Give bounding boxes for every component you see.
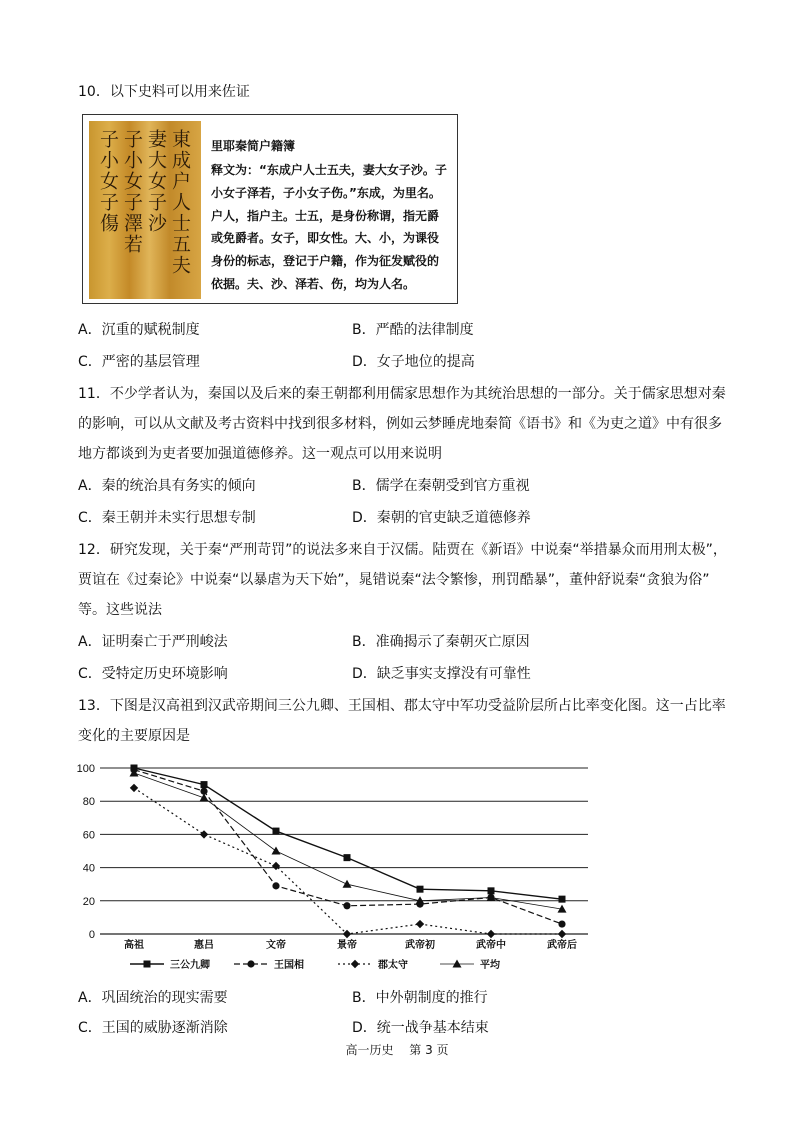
q13-option-d[interactable]: D．统一战争基本结束 xyxy=(352,1020,489,1036)
legend-label: 王国相 xyxy=(274,960,304,971)
slip-column: 子小女子澤若 xyxy=(121,129,143,255)
q12-stem-line: 12．研究发现，关于秦“严刑苛罚”的说法多来自于汉儒。陆贾在《新语》中说秦“举措暴众而用刑太极”， xyxy=(78,542,727,558)
y-tick-label: 20 xyxy=(82,895,95,908)
q12-option-d[interactable]: D．缺乏事实支撑没有可靠性 xyxy=(352,666,531,682)
legend-label: 三公九卿 xyxy=(170,960,210,971)
source-transcription: 释文为：“东成户人士五夫，妻大女子沙。子小女子泽若，子小女子伤。”东成，为里名。户人，指户主。士五，是身份称谓，指无爵或免爵者。女子，即女性。大、小，为课役身份的标志，登记于户籍，作为征发赋役的依据。夫、沙、泽若、伤，均为人名。 xyxy=(211,163,447,291)
data-point xyxy=(558,920,565,927)
data-point xyxy=(130,784,138,792)
x-tick-label: 武帝后 xyxy=(547,940,577,951)
legend-marker xyxy=(144,961,151,968)
x-tick-label: 文帝 xyxy=(266,940,286,951)
q12-option-b[interactable]: B．准确揭示了秦朝灭亡原因 xyxy=(352,634,530,650)
q12-option-a[interactable]: A．证明秦亡于严刑峻法 xyxy=(78,634,228,650)
legend-marker xyxy=(453,960,462,968)
q12-option-c[interactable]: C．受特定历史环境影响 xyxy=(78,666,228,682)
q10-option-a[interactable]: A．沉重的赋税制度 xyxy=(78,322,200,338)
q11-option-b[interactable]: B．儒学在秦朝受到官方重视 xyxy=(352,478,530,494)
y-tick-label: 0 xyxy=(88,929,95,941)
data-point xyxy=(343,902,350,909)
q13-option-a[interactable]: A．巩固统治的现实需要 xyxy=(78,990,228,1006)
y-tick-label: 40 xyxy=(82,862,95,875)
data-point xyxy=(201,781,208,788)
q13-stem-line: 变化的主要原因是 xyxy=(78,728,190,744)
data-point xyxy=(343,880,352,888)
q11-option-c[interactable]: C．秦王朝并未实行思想专制 xyxy=(78,510,256,526)
legend-label: 平均 xyxy=(480,960,500,971)
y-tick-label: 100 xyxy=(76,763,95,775)
y-tick-label: 80 xyxy=(82,796,95,809)
data-point xyxy=(272,882,279,889)
page-footer: 高一历史 第 3 页 xyxy=(345,1043,449,1057)
q13-option-b[interactable]: B．中外朝制度的推行 xyxy=(352,990,488,1006)
data-point xyxy=(200,830,208,838)
data-point xyxy=(417,886,424,893)
series-line xyxy=(134,768,562,899)
x-tick-label: 武帝中 xyxy=(476,940,506,951)
legend-label: 郡太守 xyxy=(378,960,408,971)
data-point xyxy=(344,854,351,861)
q13-option-c[interactable]: C．王国的威胁逐渐消除 xyxy=(78,1020,228,1036)
data-point xyxy=(273,828,280,835)
slip-column: 東成户人士五夫 xyxy=(169,129,191,276)
data-point xyxy=(272,847,281,855)
x-tick-label: 景帝 xyxy=(337,940,357,951)
q10-option-d[interactable]: D．女子地位的提高 xyxy=(352,354,475,370)
data-point xyxy=(487,930,495,938)
data-point xyxy=(559,896,566,903)
x-tick-label: 武帝初 xyxy=(405,940,435,951)
q11-option-a[interactable]: A．秦的统治具有务实的倾向 xyxy=(78,478,256,494)
q11-stem-line: 的影响，可以从文献及考古资料中找到很多材料，例如云梦睡虎地秦简《语书》和《为吏之道》中有很多 xyxy=(78,416,722,432)
q12-stem-line: 等。这些说法 xyxy=(78,602,162,618)
q12-stem-line: 贾谊在《过秦论》中说秦“以暴虐为天下始”，晁错说秦“法令繁惨，刑罚酷暴”，董仲舒说秦“贪狼为俗” xyxy=(78,572,710,588)
q11-stem-line: 地方都谈到为吏者要加强道德修养。这一观点可以用来说明 xyxy=(78,446,442,462)
y-tick-label: 60 xyxy=(82,829,95,842)
q13-stem-line: 13．下图是汉高祖到汉武帝期间三公九卿、王国相、郡太守中军功受益阶层所占比率变化图。这一占比率 xyxy=(78,698,726,714)
q10-option-c[interactable]: C．严密的基层管理 xyxy=(78,354,200,370)
legend-marker xyxy=(247,960,254,967)
data-point xyxy=(416,920,424,928)
q10-option-b[interactable]: B．严酷的法律制度 xyxy=(352,322,474,338)
x-tick-label: 惠吕 xyxy=(194,940,214,951)
source-title: 里耶秦简户籍簿 xyxy=(211,139,296,153)
q11-option-d[interactable]: D．秦朝的官吏缺乏道德修养 xyxy=(352,510,531,526)
x-tick-label: 高祖 xyxy=(124,940,144,951)
q11-stem-line: 11．不少学者认为，秦国以及后来的秦王朝都利用儒家思想作为其统治思想的一部分。关于儒家思想对秦 xyxy=(78,386,726,402)
slip-column: 妻大女子沙 xyxy=(145,129,167,234)
slip-column: 子小女子傷 xyxy=(97,129,119,234)
legend-marker xyxy=(351,960,359,968)
data-point xyxy=(558,930,566,938)
q10-stem: 10．以下史料可以用来佐证 xyxy=(78,84,250,100)
series-line xyxy=(134,773,562,909)
